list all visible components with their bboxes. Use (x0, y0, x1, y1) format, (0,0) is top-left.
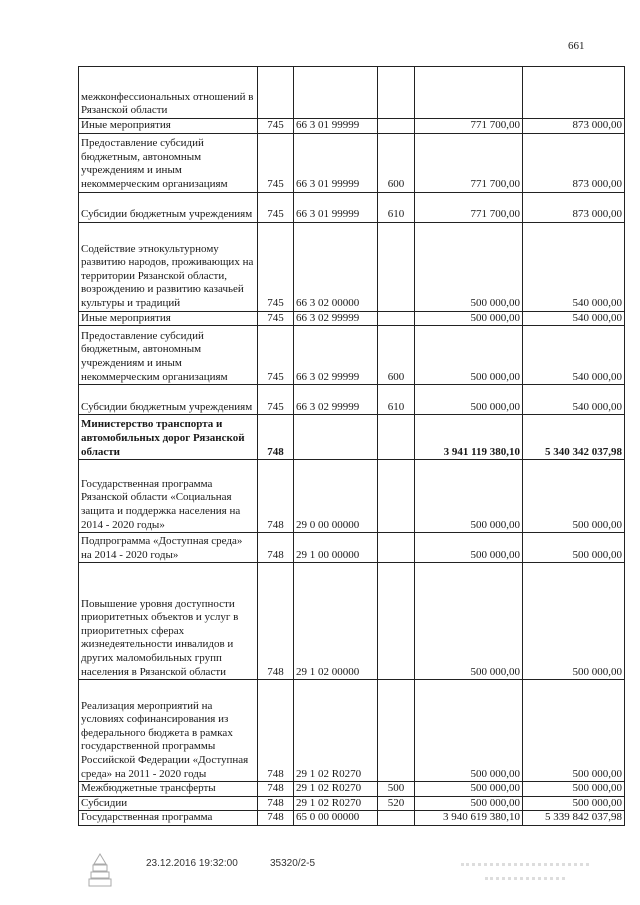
ved-code-cell: 748 (258, 680, 294, 782)
ved-code-cell: 745 (258, 326, 294, 385)
table-row (79, 326, 625, 385)
row-name-cell: Предоставление субсидий бюджетным, автономным учреждениям и иным некоммерческим организациям (79, 326, 258, 385)
sum-2017-cell (415, 67, 523, 119)
table-row (79, 222, 625, 311)
vr-code-cell: 500 (378, 782, 415, 797)
sum-2017-cell: 500 000,00 (415, 385, 523, 415)
row-name-cell: Реализация мероприятий на условиях софинансирования из федерального бюджета в рамках государственной программы Российской Федерации «Доступная среда» на 2011 - 2020 годы (79, 680, 258, 782)
sum-2017-cell: 771 700,00 (415, 133, 523, 192)
row-name-cell: Иные мероприятия (79, 311, 258, 326)
sum-2017-cell: 500 000,00 (415, 222, 523, 311)
csr-code-cell (294, 415, 378, 460)
sum-2017-cell: 500 000,00 (415, 796, 523, 811)
sum-2018-cell: 540 000,00 (523, 222, 625, 311)
csr-code-cell: 29 1 00 00000 (294, 533, 378, 563)
row-name-cell: Межбюджетные трансферты (79, 782, 258, 797)
row-name-cell: Иные мероприятия (79, 119, 258, 134)
sum-2017-cell: 500 000,00 (415, 680, 523, 782)
csr-code-cell: 29 1 02 R0270 (294, 782, 378, 797)
vr-code-cell (378, 563, 415, 680)
csr-code-cell: 66 3 02 00000 (294, 222, 378, 311)
vr-code-cell (378, 680, 415, 782)
budget-table-body (79, 67, 625, 826)
csr-code-cell: 66 3 02 99999 (294, 326, 378, 385)
sum-2018-cell: 500 000,00 (523, 460, 625, 533)
row-name-cell: Государственная программа (79, 811, 258, 826)
row-name-cell: Содействие этнокультурному развитию народов, проживающих на территории Рязанской области, возрождению и развитию казачьей культуры и традиций (79, 222, 258, 311)
vr-code-cell: 600 (378, 133, 415, 192)
vr-code-cell (378, 811, 415, 826)
csr-code-cell: 29 1 02 R0270 (294, 796, 378, 811)
table-row (79, 680, 625, 782)
sum-2017-cell: 500 000,00 (415, 782, 523, 797)
ved-code-cell: 748 (258, 796, 294, 811)
vr-code-cell (378, 460, 415, 533)
table-row (79, 415, 625, 460)
sum-2018-cell: 5 339 842 037,98 (523, 811, 625, 826)
ved-code-cell: 745 (258, 192, 294, 222)
table-row (79, 119, 625, 134)
footer-datetime: 23.12.2016 19:32:00 (146, 858, 238, 869)
table-row (79, 133, 625, 192)
sum-2018-cell: 540 000,00 (523, 311, 625, 326)
footer-doc-code: 35320/2-5 (270, 858, 316, 869)
budget-table (78, 66, 625, 826)
sum-2017-cell: 500 000,00 (415, 326, 523, 385)
sum-2018-cell: 500 000,00 (523, 796, 625, 811)
vr-code-cell (378, 222, 415, 311)
row-name-cell: Повышение уровня доступности приоритетных объектов и услуг в приоритетных сферах жизнедеятельности инвалидов и других маломобильных групп населения в Рязанской области (79, 563, 258, 680)
ved-code-cell: 745 (258, 222, 294, 311)
sum-2018-cell: 500 000,00 (523, 563, 625, 680)
vr-code-cell: 610 (378, 192, 415, 222)
csr-code-cell (294, 67, 378, 119)
sum-2017-cell: 500 000,00 (415, 533, 523, 563)
table-row (79, 67, 625, 119)
vr-code-cell: 610 (378, 385, 415, 415)
sum-2018-cell (523, 67, 625, 119)
csr-code-cell: 65 0 00 00000 (294, 811, 378, 826)
ved-code-cell: 745 (258, 311, 294, 326)
vr-code-cell (378, 67, 415, 119)
csr-code-cell: 66 3 01 99999 (294, 192, 378, 222)
table-row (79, 563, 625, 680)
row-name-cell: Подпрограмма «Доступная среда» на 2014 - 2020 годы» (79, 533, 258, 563)
csr-code-cell: 29 1 02 R0270 (294, 680, 378, 782)
sum-2018-cell: 540 000,00 (523, 326, 625, 385)
ved-code-cell: 748 (258, 460, 294, 533)
faint-watermark (455, 852, 595, 880)
page-number: 661 (568, 40, 585, 52)
sum-2017-cell: 500 000,00 (415, 311, 523, 326)
csr-code-cell: 66 3 02 99999 (294, 311, 378, 326)
ved-code-cell: 745 (258, 385, 294, 415)
table-row (79, 533, 625, 563)
ved-code-cell (258, 67, 294, 119)
row-name-cell: Государственная программа Рязанской области «Социальная защита и поддержка населения на 2014 - 2020 годы» (79, 460, 258, 533)
table-row (79, 311, 625, 326)
sum-2018-cell: 873 000,00 (523, 119, 625, 134)
sum-2017-cell: 3 940 619 380,10 (415, 811, 523, 826)
vr-code-cell (378, 415, 415, 460)
vr-code-cell (378, 311, 415, 326)
csr-code-cell: 66 3 02 99999 (294, 385, 378, 415)
sum-2017-cell: 771 700,00 (415, 192, 523, 222)
table-row (79, 782, 625, 797)
sum-2018-cell: 540 000,00 (523, 385, 625, 415)
ved-code-cell: 748 (258, 782, 294, 797)
table-row (79, 192, 625, 222)
ved-code-cell: 745 (258, 119, 294, 134)
ved-code-cell: 748 (258, 563, 294, 680)
sum-2018-cell: 873 000,00 (523, 192, 625, 222)
table-row (79, 385, 625, 415)
csr-code-cell: 66 3 01 99999 (294, 133, 378, 192)
ved-code-cell: 745 (258, 133, 294, 192)
sum-2017-cell: 500 000,00 (415, 460, 523, 533)
sum-2018-cell: 500 000,00 (523, 680, 625, 782)
sum-2018-cell: 873 000,00 (523, 133, 625, 192)
ved-code-cell: 748 (258, 415, 294, 460)
row-name-cell: межконфессиональных отношений в Рязанской области (79, 67, 258, 119)
stamp-emblem-icon (88, 850, 112, 890)
vr-code-cell (378, 119, 415, 134)
csr-code-cell: 29 1 02 00000 (294, 563, 378, 680)
table-row (79, 460, 625, 533)
row-name-cell: Предоставление субсидий бюджетным, автономным учреждениям и иным некоммерческим организациям (79, 133, 258, 192)
row-name-cell: Субсидии (79, 796, 258, 811)
sum-2018-cell: 500 000,00 (523, 533, 625, 563)
csr-code-cell: 66 3 01 99999 (294, 119, 378, 134)
ved-code-cell: 748 (258, 811, 294, 826)
row-name-cell: Субсидии бюджетным учреждениям (79, 385, 258, 415)
sum-2017-cell: 500 000,00 (415, 563, 523, 680)
sum-2017-cell: 771 700,00 (415, 119, 523, 134)
row-name-cell: Министерство транспорта и автомобильных дорог Рязанской области (79, 415, 258, 460)
csr-code-cell: 29 0 00 00000 (294, 460, 378, 533)
row-name-cell: Субсидии бюджетным учреждениям (79, 192, 258, 222)
vr-code-cell: 600 (378, 326, 415, 385)
vr-code-cell: 520 (378, 796, 415, 811)
table-row (79, 796, 625, 811)
sum-2018-cell: 500 000,00 (523, 782, 625, 797)
sum-2018-cell: 5 340 342 037,98 (523, 415, 625, 460)
ved-code-cell: 748 (258, 533, 294, 563)
sum-2017-cell: 3 941 119 380,10 (415, 415, 523, 460)
vr-code-cell (378, 533, 415, 563)
table-row (79, 811, 625, 826)
